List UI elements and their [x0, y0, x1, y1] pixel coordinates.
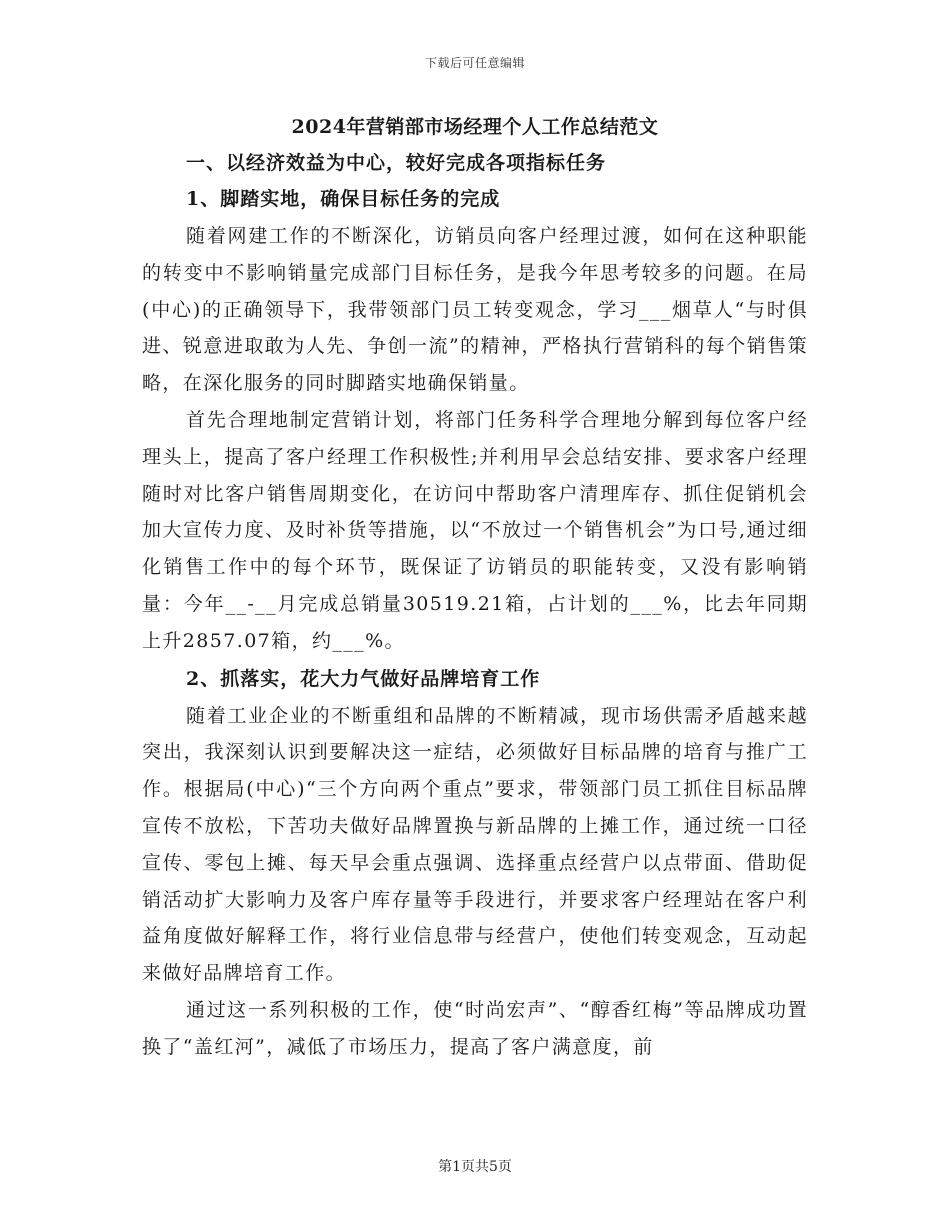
- document-body: [142, 108, 808, 1066]
- paragraph: 首先合理地制定营销计划，将部门任务科学合理地分解到每位客户经理头上，提高了客户经理工作积极性;并利用早会总结安排、要求客户经理随时对比客户销售周期变化，在访问中帮助客户清理库存、抓住促销机会加大宣传力度、及时补货等措施，以“不放过一个销售机会”为口号,通过细化销售工作中的每个环节，既保证了访销员的职能转变，又没有影响销量：今年__-__月完成总销量30519.21箱，占计划的___%，比去年同期上升2857.07箱，约___%。: [142, 408, 808, 652]
- paragraph: 随着网建工作的不断深化，访销员向客户经理过渡，如何在这种职能的转变中不影响销量完成部门目标任务，是我今年思考较多的问题。在局(中心)的正确领导下，我带领部门员工转变观念，学习___烟草人“与时俱进、锐意进取敢为人先、争创一流”的精神，严格执行营销科的每个销售策略，在深化服务的同时脚踏实地确保销量。: [142, 225, 808, 395]
- paragraph: 随着工业企业的不断重组和品牌的不断精减，现市场供需矛盾越来越突出，我深刻认识到要解决这一症结，必须做好目标品牌的培育与推广工作。根据局(中心)“三个方向两个重点”要求，带领部门员工抓住目标品牌宣传不放松，下苦功夫做好品牌置换与新品牌的上摊工作，通过统一口径宣传、零包上摊、每天早会重点强调、选择重点经营户以点带面、借助促销活动扩大影响力及客户库存量等手段进行，并要求客户经理站在客户利益角度做好解释工作，将行业信息带与经营户，使他们转变观念，互动起来做好品牌培育工作。: [142, 704, 808, 985]
- paragraph: 通过这一系列积极的工作，使“时尚宏声”、“醇香红梅”等品牌成功置换了“盖红河”，减低了市场压力，提高了客户满意度，前: [142, 998, 808, 1058]
- document-title: 2024年营销部市场经理个人工作总结范文: [291, 116, 659, 138]
- header-note: 下载后可任意编辑: [424, 56, 525, 70]
- subsection-heading-2: 2、抓落实，花大力气做好品牌培育工作: [186, 667, 541, 690]
- page-number: 第1页共5页: [438, 1159, 512, 1175]
- subsection-heading-1: 1、脚踏实地，确保目标任务的完成: [186, 188, 501, 210]
- section-heading-1: 一、以经济效益为中心，较好完成各项指标任务: [186, 152, 607, 174]
